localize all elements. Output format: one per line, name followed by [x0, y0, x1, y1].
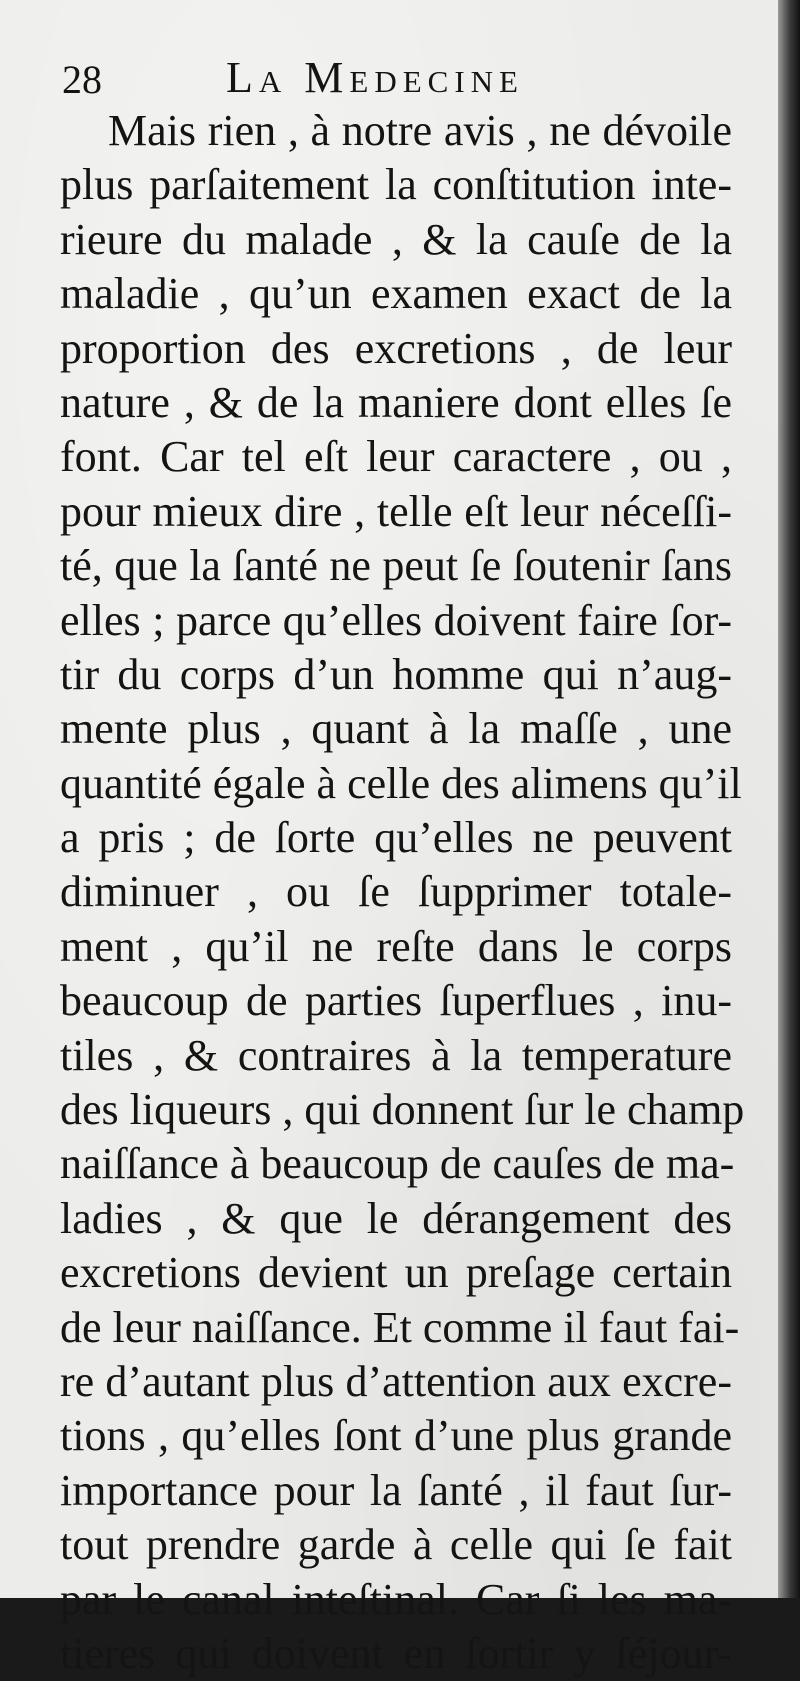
page-edge-shadow — [778, 0, 800, 1598]
text-line: tiles , & contraires à la temperature — [60, 1030, 732, 1080]
body-text — [60, 104, 745, 1681]
text-line: ladies , & que le dérangement des — [60, 1193, 732, 1243]
text-line: Mais rien , à notre avis , ne dévoile — [108, 106, 732, 155]
text-line: importance pour la ſanté , il faut ſur- — [60, 1465, 732, 1515]
text-line: plus parſaitement la conſtitution inte- — [60, 160, 732, 210]
text-line: pour mieux dire , telle eſt leur néceſſi- — [60, 486, 732, 536]
text-line: tout prendre garde à celle qui ſe fait — [60, 1520, 732, 1570]
text-line: excretions devient un preſage certain — [60, 1248, 732, 1298]
page-header — [62, 50, 742, 110]
text-line: font. Car tel eſt leur caractere , ou , — [60, 432, 732, 482]
text-line: maladie , qu’un examen exact de la — [60, 269, 732, 319]
text-line: re d’autant plus d’attention aux excre- — [60, 1356, 732, 1406]
text-line: a pris ; de ſorte qu’elles ne peuvent — [60, 813, 732, 863]
text-line: par le canal inteſtinal. Car ſi les ma- — [60, 1574, 732, 1624]
text-line: proportion des excretions , de leur — [60, 323, 732, 373]
text-line: diminuer , ou ſe ſupprimer totale- — [60, 867, 732, 917]
text-line: tions , qu’elles ſont d’une plus grande — [60, 1411, 732, 1461]
text-line: rieure du malade , & la cauſe de la — [60, 214, 732, 264]
page-number: 28 — [62, 57, 102, 102]
text-line: nature , & de la maniere dont elles ſe — [60, 377, 732, 427]
text-line: té, que la ſanté ne peut ſe ſoutenir ſans — [60, 541, 732, 591]
text-line: mente plus , quant à la maſſe , une — [60, 704, 732, 754]
text-line: naiſſance à beaucoup de cauſes de ma- — [60, 1139, 735, 1189]
text-line: elles ; parce qu’elles doivent faire ſor- — [60, 595, 732, 645]
text-line: ment , qu’il ne reſte dans le corps — [60, 921, 732, 971]
text-line: des liqueurs , qui donnent ſur le champ — [60, 1085, 745, 1135]
running-title: La Medecine — [226, 53, 524, 102]
text-line: tir du corps d’un homme qui n’aug- — [60, 649, 732, 699]
text-line: tieres qui doivent en ſortir y ſéjour- — [60, 1628, 732, 1678]
text-line: beaucoup de parties ſuperflues , inu- — [60, 976, 732, 1026]
text-line: quantité égale à celle des alimens qu’il — [60, 758, 742, 808]
text-line: de leur naiſſance. Et comme il faut fai- — [60, 1302, 740, 1352]
